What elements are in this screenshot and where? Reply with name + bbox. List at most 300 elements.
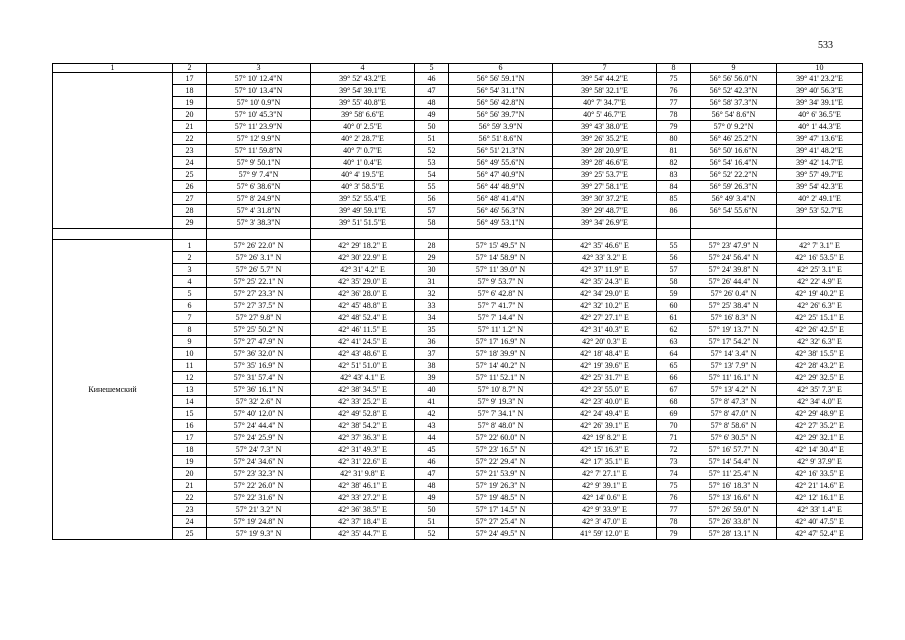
table-row xyxy=(53,157,863,169)
table-row xyxy=(53,97,863,109)
table-cell: 57° 4' 31.8"N xyxy=(207,205,311,217)
table-cell: 29 xyxy=(415,252,449,264)
table-cell: 8 xyxy=(173,324,207,336)
table-cell: 42° 34' 4.0" E xyxy=(777,396,863,408)
table-cell: 42° 33' 25.2" E xyxy=(311,396,415,408)
table-cell: 42° 7' 3.1" E xyxy=(777,240,863,252)
table-cell: 57° 14' 58.9" N xyxy=(449,252,553,264)
table-cell: 57° 24' 56.4" N xyxy=(691,252,777,264)
table-cell: 42° 47' 52.4" E xyxy=(777,528,863,540)
table-cell: 39° 52' 55.4"E xyxy=(311,193,415,205)
table-cell: 35 xyxy=(415,324,449,336)
table-cell: 57° 9' 53.7" N xyxy=(449,276,553,288)
table-cell: 42° 25' 15.1" E xyxy=(777,312,863,324)
table-cell: 42° 36' 38.5" E xyxy=(311,504,415,516)
table-cell: 52 xyxy=(415,528,449,540)
table-cell: 56° 54' 55.6"N xyxy=(691,205,777,217)
table-cell: 57° 11' 25.4" N xyxy=(691,468,777,480)
table-cell: 42° 38' 46.1" E xyxy=(311,480,415,492)
table-cell: 39° 41' 48.2"E xyxy=(777,145,863,157)
table-cell: 40° 1' 0.4"E xyxy=(311,157,415,169)
empty-cell xyxy=(449,229,553,240)
table-cell: 41 xyxy=(415,396,449,408)
table-cell: 45 xyxy=(415,444,449,456)
table-cell: 19 xyxy=(173,456,207,468)
table-cell: 24 xyxy=(173,157,207,169)
table-cell: 1 xyxy=(173,240,207,252)
table-cell: 39° 54' 44.2"E xyxy=(553,73,657,85)
table-cell: 39° 42' 14.7"E xyxy=(777,157,863,169)
table-cell: 42° 35' 29.0" E xyxy=(311,276,415,288)
table-cell: 38 xyxy=(415,360,449,372)
table-cell: 74 xyxy=(657,468,691,480)
table-cell: 42° 38' 15.5" E xyxy=(777,348,863,360)
table-cell: 42° 45' 48.8" E xyxy=(311,300,415,312)
table-row xyxy=(53,324,863,336)
table-cell: 57° 0' 9.2"N xyxy=(691,121,777,133)
table-row xyxy=(53,360,863,372)
table-cell: 39° 55' 40.8"E xyxy=(311,97,415,109)
table-cell: 57 xyxy=(657,264,691,276)
table-cell: 81 xyxy=(657,145,691,157)
header-cell: 8 xyxy=(657,64,691,73)
table-cell: 42° 35' 46.6" E xyxy=(553,240,657,252)
table-row xyxy=(53,145,863,157)
table-cell: 49 xyxy=(415,492,449,504)
table-cell: 15 xyxy=(173,408,207,420)
table-cell: 40° 7' 0.7"E xyxy=(311,145,415,157)
table-cell: 39° 43' 38.0"E xyxy=(553,121,657,133)
table-cell: 16 xyxy=(173,420,207,432)
table-cell: 42° 29' 18.2" E xyxy=(311,240,415,252)
table-row xyxy=(53,528,863,540)
table-cell: 77 xyxy=(657,504,691,516)
table-cell: 57° 10' 13.4"N xyxy=(207,85,311,97)
table-cell: 48 xyxy=(415,97,449,109)
table-cell: 79 xyxy=(657,121,691,133)
table-cell: 79 xyxy=(657,528,691,540)
table-cell: 42° 32' 10.2" E xyxy=(553,300,657,312)
table-cell: 57° 22' 31.6" N xyxy=(207,492,311,504)
table-cell: 42° 27' 35.2" E xyxy=(777,420,863,432)
table-cell: 39° 26' 35.2"E xyxy=(553,133,657,145)
table-cell: 57° 25' 38.4" N xyxy=(691,300,777,312)
table-cell: 57° 9' 7.4"N xyxy=(207,169,311,181)
table-cell: 53 xyxy=(415,157,449,169)
table-cell: 13 xyxy=(173,384,207,396)
table-cell: 57 xyxy=(415,205,449,217)
table-cell: 39° 53' 52.7"E xyxy=(777,205,863,217)
table-cell: 40° 1' 44.3"E xyxy=(777,121,863,133)
table-cell: 40° 2' 49.1"E xyxy=(777,193,863,205)
table-cell: 57° 26' 22.0" N xyxy=(207,240,311,252)
table-cell: 57° 27' 47.9" N xyxy=(207,336,311,348)
table-cell: 21 xyxy=(173,121,207,133)
table-row xyxy=(53,516,863,528)
table-cell: 57° 19' 13.7" N xyxy=(691,324,777,336)
page-number: 533 xyxy=(818,40,833,51)
header-cell: 9 xyxy=(691,64,777,73)
table-cell: 40° 2' 28.7"E xyxy=(311,133,415,145)
table-cell: 85 xyxy=(657,193,691,205)
table-cell: 57° 11' 52.1" N xyxy=(449,372,553,384)
table-cell xyxy=(691,217,777,229)
table-cell: 57° 24' 49.5" N xyxy=(449,528,553,540)
table-cell: 20 xyxy=(173,468,207,480)
table-cell: 22 xyxy=(173,133,207,145)
table-cell: 5 xyxy=(173,288,207,300)
table-cell: 42° 28' 43.2" E xyxy=(777,360,863,372)
table-cell: 56° 56' 59.1"N xyxy=(449,73,553,85)
table-cell: 11 xyxy=(173,360,207,372)
table-row xyxy=(53,468,863,480)
table-row xyxy=(53,444,863,456)
header-cell: 4 xyxy=(311,64,415,73)
table-cell: 42° 19' 39.6" E xyxy=(553,360,657,372)
table-cell: 69 xyxy=(657,408,691,420)
table-cell: 80 xyxy=(657,133,691,145)
table-cell: 47 xyxy=(415,468,449,480)
table-cell: 78 xyxy=(657,516,691,528)
table-cell: 56° 50' 16.6"N xyxy=(691,145,777,157)
table-row xyxy=(53,432,863,444)
table-cell: 17 xyxy=(173,73,207,85)
table-row xyxy=(53,240,863,252)
table-cell: 57° 23' 16.5" N xyxy=(449,444,553,456)
table-cell: 67 xyxy=(657,384,691,396)
empty-cell xyxy=(53,229,173,240)
table-cell: 57° 36' 32.0" N xyxy=(207,348,311,360)
table-cell: 56° 54' 31.1"N xyxy=(449,85,553,97)
table-cell: 42° 7' 27.1" E xyxy=(553,468,657,480)
empty-cell xyxy=(657,229,691,240)
table-cell: 56° 49' 55.6"N xyxy=(449,157,553,169)
table-row xyxy=(53,193,863,205)
table-cell: 78 xyxy=(657,109,691,121)
table-cell: 42° 43' 48.6" E xyxy=(311,348,415,360)
table-cell: 57° 7' 41.7" N xyxy=(449,300,553,312)
table-cell: 57° 8' 47.0" N xyxy=(691,408,777,420)
table-cell: 57° 8' 24.9"N xyxy=(207,193,311,205)
table-cell: 72 xyxy=(657,444,691,456)
table-cell: 57° 8' 48.0" N xyxy=(449,420,553,432)
table-cell: 25 xyxy=(173,528,207,540)
table-cell: 21 xyxy=(173,480,207,492)
table-cell: 39 xyxy=(415,372,449,384)
table-cell: 57° 22' 60.0" N xyxy=(449,432,553,444)
table-cell: 63 xyxy=(657,336,691,348)
table-cell: 57° 13' 4.2" N xyxy=(691,384,777,396)
table-cell: 4 xyxy=(173,276,207,288)
table-cell: 56 xyxy=(415,193,449,205)
table-cell: 42° 22' 4.9" E xyxy=(777,276,863,288)
table-cell: 42° 34' 29.0" E xyxy=(553,288,657,300)
table-cell: 42° 43' 4.1" E xyxy=(311,372,415,384)
table-cell: 57° 27' 25.4" N xyxy=(449,516,553,528)
table-row xyxy=(53,372,863,384)
table-row xyxy=(53,264,863,276)
table-cell: 57° 7' 14.4" N xyxy=(449,312,553,324)
table-cell: 56° 59' 3.9"N xyxy=(449,121,553,133)
table-cell: 56° 56' 42.8"N xyxy=(449,97,553,109)
table-cell: 56° 44' 48.9"N xyxy=(449,181,553,193)
table-cell: 49 xyxy=(415,109,449,121)
table-cell: 46 xyxy=(415,456,449,468)
table-cell: 42° 9' 37.9" E xyxy=(777,456,863,468)
table-cell: 48 xyxy=(415,480,449,492)
table-cell: 42° 16' 33.5" E xyxy=(777,468,863,480)
table-cell: 57° 31' 57.4" N xyxy=(207,372,311,384)
table-cell: 41° 59' 12.0" E xyxy=(553,528,657,540)
table-cell: 57° 6' 30.5" N xyxy=(691,432,777,444)
table-cell: 57° 35' 16.9" N xyxy=(207,360,311,372)
table-row xyxy=(53,420,863,432)
empty-cell xyxy=(311,229,415,240)
table-cell: 39° 29' 48.7"E xyxy=(553,205,657,217)
table-cell: 42° 23' 40.0" E xyxy=(553,396,657,408)
table-row xyxy=(53,348,863,360)
table-cell: 42° 49' 52.8" E xyxy=(311,408,415,420)
table-cell: 44 xyxy=(415,432,449,444)
empty-cell xyxy=(777,229,863,240)
table-cell: 57° 13' 7.9" N xyxy=(691,360,777,372)
table-cell: 42° 31' 9.8" E xyxy=(311,468,415,480)
table-cell: 22 xyxy=(173,492,207,504)
table-cell: 42° 33' 3.2" E xyxy=(553,252,657,264)
table-cell: 57° 25' 22.1" N xyxy=(207,276,311,288)
table-cell: 57° 19' 24.8" N xyxy=(207,516,311,528)
table-row xyxy=(53,336,863,348)
header-cell: 10 xyxy=(777,64,863,73)
table-cell: 30 xyxy=(415,264,449,276)
table-cell: 40° 3' 58.5"E xyxy=(311,181,415,193)
table-cell: 34 xyxy=(415,312,449,324)
table-cell: 40 xyxy=(415,384,449,396)
table-cell: 55 xyxy=(415,181,449,193)
table-cell: 57° 10' 45.3"N xyxy=(207,109,311,121)
region-cell: Кинешемский xyxy=(53,240,173,540)
table-cell: 56° 56' 56.0"N xyxy=(691,73,777,85)
table-cell: 57° 19' 48.5" N xyxy=(449,492,553,504)
table-body xyxy=(53,64,863,540)
table-cell: 58 xyxy=(657,276,691,288)
table-cell xyxy=(657,217,691,229)
table-cell: 28 xyxy=(173,205,207,217)
table-cell: 57° 17' 14.5" N xyxy=(449,504,553,516)
table-cell: 39° 30' 37.2"E xyxy=(553,193,657,205)
table-cell: 50 xyxy=(415,121,449,133)
table-cell: 42° 12' 16.1" E xyxy=(777,492,863,504)
table-cell: 57° 6' 42.8" N xyxy=(449,288,553,300)
table-cell: 42° 23' 55.0" E xyxy=(553,384,657,396)
table-cell: 59 xyxy=(657,288,691,300)
table-cell: 83 xyxy=(657,169,691,181)
table-cell: 57° 11' 59.8"N xyxy=(207,145,311,157)
table-cell: 57° 27' 23.3" N xyxy=(207,288,311,300)
table-row xyxy=(53,480,863,492)
table-cell: 42° 19' 40.2" E xyxy=(777,288,863,300)
table-row xyxy=(53,73,863,85)
table-cell: 57° 14' 54.4" N xyxy=(691,456,777,468)
table-cell: 39° 52' 43.2"E xyxy=(311,73,415,85)
table-cell: 39° 34' 26.9"E xyxy=(553,217,657,229)
table-cell: 56° 51' 8.6"N xyxy=(449,133,553,145)
table-cell: 57° 6' 38.6"N xyxy=(207,181,311,193)
table-cell: 57° 21' 53.9" N xyxy=(449,468,553,480)
table-cell: 57° 15' 49.5" N xyxy=(449,240,553,252)
table-cell: 42° 38' 54.2" E xyxy=(311,420,415,432)
header-cell: 1 xyxy=(53,64,173,73)
table-cell: 42° 19' 8.2" E xyxy=(553,432,657,444)
table-cell: 51 xyxy=(415,133,449,145)
table-cell: 57° 26' 3.1" N xyxy=(207,252,311,264)
table-cell: 56° 49' 3.4"N xyxy=(691,193,777,205)
separator-row xyxy=(53,229,863,240)
table-cell: 42° 25' 31.7" E xyxy=(553,372,657,384)
table-cell: 7 xyxy=(173,312,207,324)
table-cell: 57° 22' 26.0" N xyxy=(207,480,311,492)
table-cell: 57° 11' 23.9"N xyxy=(207,121,311,133)
table-cell: 42° 26' 39.1" E xyxy=(553,420,657,432)
table-cell: 40° 5' 46.7"E xyxy=(553,109,657,121)
table-row xyxy=(53,312,863,324)
table-cell: 42° 37' 36.3" E xyxy=(311,432,415,444)
table-cell: 42° 15' 16.3" E xyxy=(553,444,657,456)
table-cell: 42° 9' 39.1" E xyxy=(553,480,657,492)
table-cell: 6 xyxy=(173,300,207,312)
table-cell: 42° 31' 22.6" E xyxy=(311,456,415,468)
table-cell: 57° 32' 2.6" N xyxy=(207,396,311,408)
table-cell: 56° 54' 8.6"N xyxy=(691,109,777,121)
table-cell: 57° 28' 13.1" N xyxy=(691,528,777,540)
table-row xyxy=(53,384,863,396)
table-cell: 10 xyxy=(173,348,207,360)
table-row xyxy=(53,408,863,420)
table-cell: 76 xyxy=(657,492,691,504)
table-cell: 42° 33' 1.4" E xyxy=(777,504,863,516)
header-row xyxy=(53,64,863,73)
table-cell: 39° 54' 39.1"E xyxy=(311,85,415,97)
table-cell: 2 xyxy=(173,252,207,264)
table-cell: 37 xyxy=(415,348,449,360)
table-cell: 32 xyxy=(415,288,449,300)
table-cell: 42° 25' 3.1" E xyxy=(777,264,863,276)
table-cell: 42° 51' 51.0" E xyxy=(311,360,415,372)
table-cell: 42° 3' 47.0" E xyxy=(553,516,657,528)
table-cell: 56° 49' 53.1"N xyxy=(449,217,553,229)
table-cell: 42° 35' 44.7" E xyxy=(311,528,415,540)
table-cell: 42° 29' 32.5" E xyxy=(777,372,863,384)
table-cell: 42° 29' 32.1" E xyxy=(777,432,863,444)
table-cell: 57° 24' 7.3" N xyxy=(207,444,311,456)
table-row xyxy=(53,109,863,121)
table-cell: 24 xyxy=(173,516,207,528)
table-cell: 47 xyxy=(415,85,449,97)
table-cell: 42° 17' 35.1" E xyxy=(553,456,657,468)
table-cell: 31 xyxy=(415,276,449,288)
table-cell: 42° 37' 18.4" E xyxy=(311,516,415,528)
table-cell: 57° 8' 58.6" N xyxy=(691,420,777,432)
table-cell: 76 xyxy=(657,85,691,97)
table-cell: 82 xyxy=(657,157,691,169)
table-cell: 39° 28' 20.9"E xyxy=(553,145,657,157)
table-cell: 42° 18' 48.4" E xyxy=(553,348,657,360)
table-row xyxy=(53,217,863,229)
table-cell: 57° 18' 39.9" N xyxy=(449,348,553,360)
table-cell: 50 xyxy=(415,504,449,516)
table-row xyxy=(53,288,863,300)
empty-cell xyxy=(173,229,207,240)
table-cell: 57° 17' 16.9" N xyxy=(449,336,553,348)
table-cell: 46 xyxy=(415,73,449,85)
table-cell: 56° 59' 26.3"N xyxy=(691,181,777,193)
table-cell: 39° 54' 42.3"E xyxy=(777,181,863,193)
table-row xyxy=(53,504,863,516)
table-cell: 56° 51' 21.3"N xyxy=(449,145,553,157)
table-cell: 42° 33' 27.2" E xyxy=(311,492,415,504)
table-cell: 42° 16' 53.5" E xyxy=(777,252,863,264)
table-cell: 68 xyxy=(657,396,691,408)
table-row xyxy=(53,181,863,193)
table-cell: 57° 40' 12.0" N xyxy=(207,408,311,420)
table-cell: 23 xyxy=(173,145,207,157)
table-row xyxy=(53,456,863,468)
table-cell: 60 xyxy=(657,300,691,312)
table-cell: 28 xyxy=(415,240,449,252)
table-cell: 33 xyxy=(415,300,449,312)
table-cell: 57° 26' 59.0" N xyxy=(691,504,777,516)
table-cell: 29 xyxy=(173,217,207,229)
empty-cell xyxy=(207,229,311,240)
table-cell: 40° 7' 34.7"E xyxy=(553,97,657,109)
table-cell: 42° 20' 0.3" E xyxy=(553,336,657,348)
empty-cell xyxy=(553,229,657,240)
table-cell: 57° 16' 57.7" N xyxy=(691,444,777,456)
table-cell: 58 xyxy=(415,217,449,229)
table-cell: 57° 36' 16.1" N xyxy=(207,384,311,396)
table-cell: 39° 28' 46.6"E xyxy=(553,157,657,169)
table-cell: 57° 16' 8.3" N xyxy=(691,312,777,324)
table-cell: 57° 23' 47.9" N xyxy=(691,240,777,252)
table-cell: 52 xyxy=(415,145,449,157)
header-cell: 3 xyxy=(207,64,311,73)
table-cell: 57° 24' 39.8" N xyxy=(691,264,777,276)
table-cell: 42° 21' 14.6" E xyxy=(777,480,863,492)
table-cell: 56° 46' 25.2"N xyxy=(691,133,777,145)
table-cell: 42° 26' 42.5" E xyxy=(777,324,863,336)
table-cell: 56° 52' 42.3"N xyxy=(691,85,777,97)
table-cell: 39° 57' 49.7"E xyxy=(777,169,863,181)
table-cell: 39° 58' 6.6"E xyxy=(311,109,415,121)
table-cell: 42° 24' 49.4" E xyxy=(553,408,657,420)
table-cell: 57° 13' 16.6" N xyxy=(691,492,777,504)
table-cell: 39° 47' 13.6"E xyxy=(777,133,863,145)
table-cell: 57° 27' 37.5" N xyxy=(207,300,311,312)
table-cell: 57° 23' 32.3" N xyxy=(207,468,311,480)
table-row xyxy=(53,300,863,312)
table-cell: 57° 10' 8.7" N xyxy=(449,384,553,396)
table-cell: 57° 27' 9.8" N xyxy=(207,312,311,324)
table-cell: 42° 27' 27.1" E xyxy=(553,312,657,324)
table-cell: 42° 38' 34.5" E xyxy=(311,384,415,396)
table-cell: 57° 26' 44.4" N xyxy=(691,276,777,288)
table-cell: 42° 14' 30.4" E xyxy=(777,444,863,456)
table-cell: 57° 17' 54.2" N xyxy=(691,336,777,348)
table-cell: 42° 32' 6.3" E xyxy=(777,336,863,348)
table-cell: 27 xyxy=(173,193,207,205)
table-cell: 77 xyxy=(657,97,691,109)
table-row xyxy=(53,85,863,97)
